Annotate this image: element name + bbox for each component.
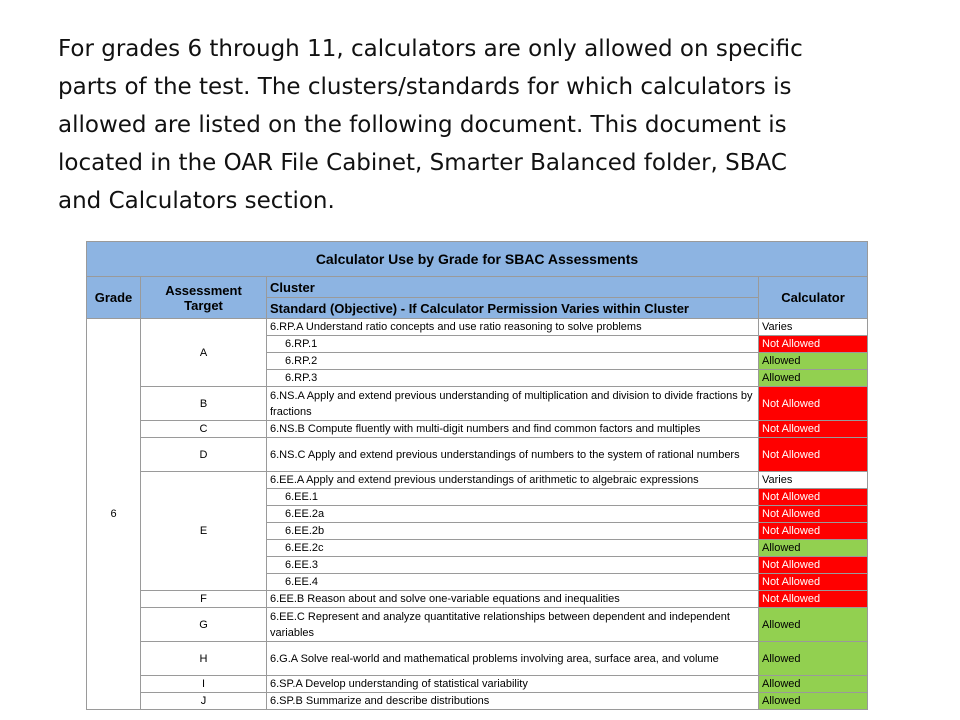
calculator-status-cell: Not Allowed xyxy=(759,387,868,421)
table-row xyxy=(87,608,868,642)
table-row xyxy=(87,642,868,676)
calculator-status-cell: Not Allowed xyxy=(759,591,868,608)
assessment-target-header-line: Target xyxy=(184,297,223,313)
standard-cell: 6.SP.A Develop understanding of statistical variability xyxy=(267,676,759,693)
grade-cell: 6 xyxy=(87,319,141,710)
calculator-status-cell: Varies xyxy=(759,319,868,336)
intro-line: and Calculators section. xyxy=(58,188,335,214)
assessment-target-cell: A xyxy=(141,319,267,387)
calculator-status-cell: Allowed xyxy=(759,370,868,387)
standard-cell: 6.RP.3 xyxy=(267,370,759,387)
standard-cell: 6.EE.1 xyxy=(267,489,759,506)
standard-cell: 6.RP.2 xyxy=(267,353,759,370)
calculator-use-table xyxy=(86,241,868,710)
calculator-status-cell: Allowed xyxy=(759,676,868,693)
table-row xyxy=(87,319,868,336)
assessment-target-header-line: Assessment xyxy=(165,282,242,298)
standard-cell: 6.EE.A Apply and extend previous understandings of arithmetic to algebraic expressions xyxy=(267,472,759,489)
standard-cell: 6.EE.B Reason about and solve one-variable equations and inequalities xyxy=(267,591,759,608)
intro-paragraph xyxy=(58,30,918,220)
assessment-target-cell: F xyxy=(141,591,267,608)
assessment-target-cell: J xyxy=(141,693,267,710)
calculator-status-cell: Not Allowed xyxy=(759,506,868,523)
calculator-status-cell: Not Allowed xyxy=(759,421,868,438)
standard-cell: 6.NS.B Compute fluently with multi-digit numbers and find common factors and multiples xyxy=(267,421,759,438)
calculator-status-cell: Varies xyxy=(759,472,868,489)
table-row xyxy=(87,421,868,438)
standard-cell: 6.EE.2c xyxy=(267,540,759,557)
table-row xyxy=(87,438,868,472)
standard-cell: 6.EE.C Represent and analyze quantitative relationships between dependent and independent variables xyxy=(267,608,759,642)
standard-cell: 6.NS.C Apply and extend previous understandings of numbers to the system of rational numbers xyxy=(267,438,759,472)
standard-cell: 6.G.A Solve real-world and mathematical problems involving area, surface area, and volume xyxy=(267,642,759,676)
calculator-status-cell: Not Allowed xyxy=(759,489,868,506)
assessment-target-cell: D xyxy=(141,438,267,472)
standard-cell: 6.EE.2a xyxy=(267,506,759,523)
assessment-target-cell: E xyxy=(141,472,267,591)
table-row xyxy=(87,591,868,608)
standard-cell: 6.EE.3 xyxy=(267,557,759,574)
calculator-status-cell: Not Allowed xyxy=(759,557,868,574)
standard-cell: 6.RP.A Understand ratio concepts and use ratio reasoning to solve problems xyxy=(267,319,759,336)
calculator-status-cell: Not Allowed xyxy=(759,523,868,540)
standard-cell: 6.EE.4 xyxy=(267,574,759,591)
calculator-status-cell: Not Allowed xyxy=(759,438,868,472)
table-row xyxy=(87,676,868,693)
assessment-target-cell: I xyxy=(141,676,267,693)
intro-line: For grades 6 through 11, calculators are only allowed on specific xyxy=(58,36,803,62)
assessment-target-cell: G xyxy=(141,608,267,642)
standard-cell: 6.EE.2b xyxy=(267,523,759,540)
table-row xyxy=(87,472,868,489)
standard-cell: 6.NS.A Apply and extend previous understanding of multiplication and division to divide fractions by fractions xyxy=(267,387,759,421)
calculator-status-cell: Not Allowed xyxy=(759,574,868,591)
table-row xyxy=(87,387,868,421)
assessment-target-cell: C xyxy=(141,421,267,438)
table-row xyxy=(87,693,868,710)
standard-header: Standard (Objective) - If Calculator Permission Varies within Cluster xyxy=(267,298,759,319)
intro-line: located in the OAR File Cabinet, Smarter Balanced folder, SBAC xyxy=(58,150,787,176)
calculator-status-cell: Allowed xyxy=(759,540,868,557)
standard-cell: 6.RP.1 xyxy=(267,336,759,353)
calculator-status-cell: Allowed xyxy=(759,353,868,370)
calculator-status-cell: Allowed xyxy=(759,642,868,676)
intro-line: parts of the test. The clusters/standards for which calculators is xyxy=(58,74,792,100)
intro-line: allowed are listed on the following document. This document is xyxy=(58,112,787,138)
assessment-target-cell: B xyxy=(141,387,267,421)
calculator-status-cell: Not Allowed xyxy=(759,336,868,353)
assessment-target-cell: H xyxy=(141,642,267,676)
calculator-status-cell: Allowed xyxy=(759,693,868,710)
table-title: Calculator Use by Grade for SBAC Assessments xyxy=(87,242,868,277)
calculator-status-cell: Allowed xyxy=(759,608,868,642)
cluster-header: Cluster xyxy=(267,277,759,298)
assessment-target-header xyxy=(141,277,267,319)
standard-cell: 6.SP.B Summarize and describe distributions xyxy=(267,693,759,710)
calculator-header: Calculator xyxy=(759,277,868,319)
grade-header: Grade xyxy=(87,277,141,319)
